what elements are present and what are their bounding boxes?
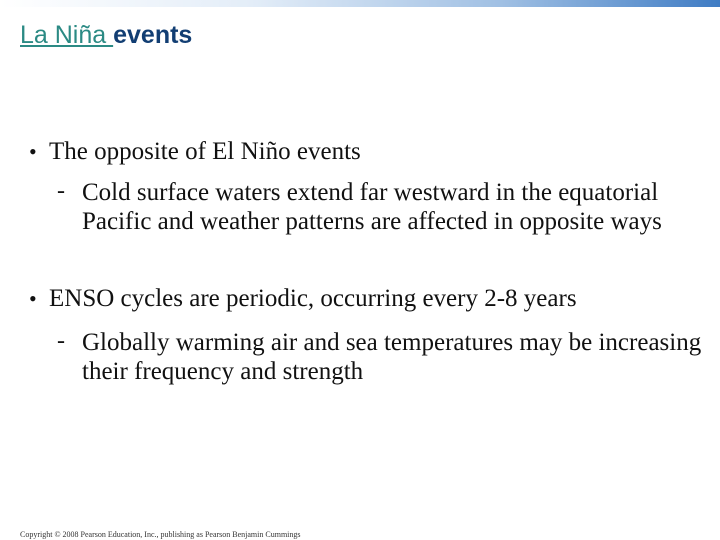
title-text: events — [113, 21, 193, 49]
sub-bullet-item: Cold surface waters extend far westward in the equatorial Pacific and weather patterns are affected in opposite ways — [82, 179, 662, 235]
bullet-marker: • — [29, 139, 37, 164]
bullet-item: The opposite of El Niño events — [49, 138, 361, 165]
title-link[interactable]: La Niña — [20, 21, 114, 49]
bullet-item: ENSO cycles are periodic, occurring every 2-8 years — [49, 285, 577, 312]
sub-bullet-marker: - — [57, 328, 65, 354]
sub-bullet-item: Globally warming air and sea temperatures may be increasing their frequency and strength — [82, 329, 702, 385]
bullet-marker: • — [29, 286, 37, 311]
sub-bullet-marker: - — [57, 178, 65, 204]
copyright-notice: Copyright © 2008 Pearson Education, Inc., publishing as Pearson Benjamin Cummings — [20, 530, 301, 539]
